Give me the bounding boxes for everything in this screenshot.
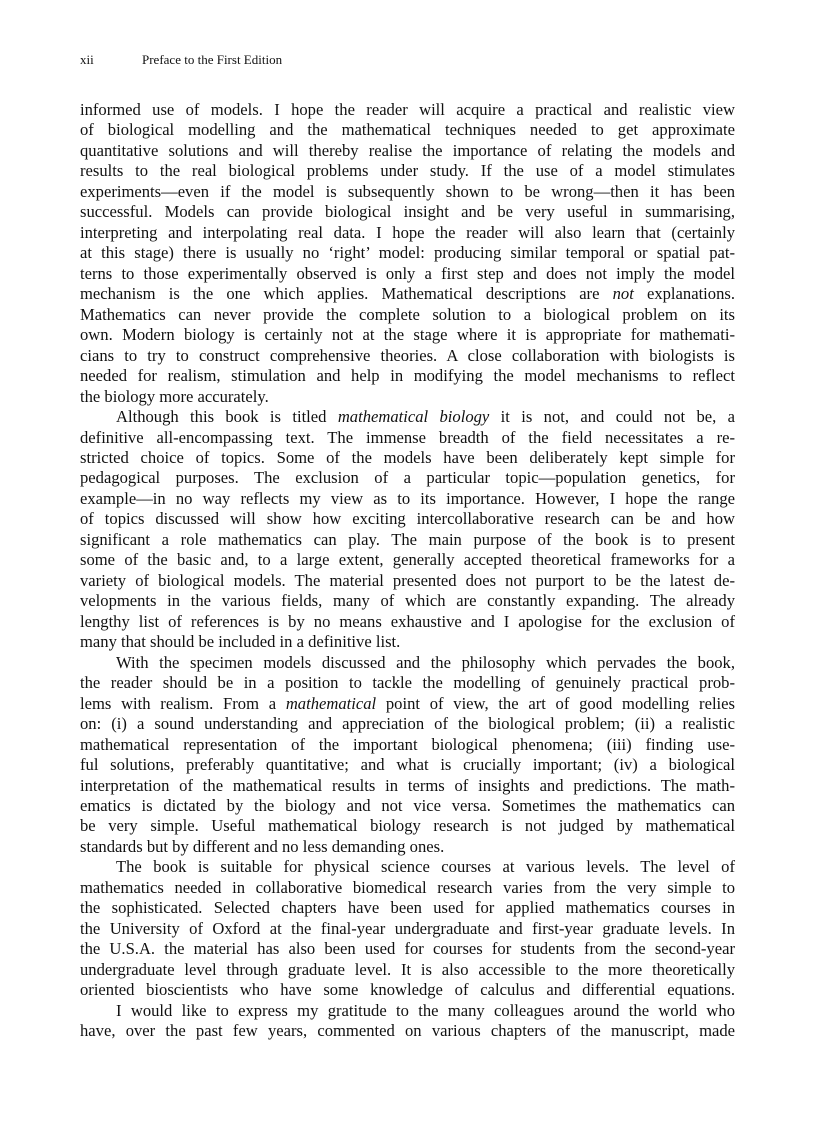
- text-line: example—in no way reflects my view as to its importance. However, I hope the range: [80, 488, 735, 508]
- text-line: results to the real biological problems under study. If the use of a model stimulates: [80, 161, 735, 181]
- text-line: cians to try to construct comprehensive theories. A close collaboration with biologists is: [80, 345, 735, 365]
- emphasis-text: mathematical: [285, 693, 377, 713]
- text-line: oriented bioscientists who have some knowledge of calculus and differential equations.: [80, 980, 735, 1000]
- text-line: I would like to express my gratitude to the many colleagues around the world who: [116, 1000, 735, 1020]
- text-line: the U.S.A. the material has also been used for courses for students from the second-year: [80, 939, 735, 959]
- text-line: mathematical representation of the important biological phenomena; (iii) finding use-: [80, 734, 735, 754]
- text-line: some of the basic and, to a large extent, generally accepted theoretical frameworks for a: [80, 550, 735, 570]
- text-line: interpretation of the mathematical results in terms of insights and predictions. The math-: [80, 775, 735, 795]
- text-line: [80, 694, 735, 714]
- text-line: successful. Models can provide biological insight and be very useful in summarising,: [80, 202, 735, 222]
- text-line: of biological modelling and the mathematical techniques needed to get approximate: [80, 120, 735, 140]
- emphasis-text: mathematical biology: [337, 407, 490, 427]
- text-line: the sophisticated. Selected chapters have been used for applied mathematics courses in: [80, 898, 735, 918]
- text-line: interpreting and interpolating real data. I hope the reader will also learn that (certainly: [80, 222, 735, 242]
- text-line: needed for realism, stimulation and help in modifying the model mechanisms to reflect: [80, 366, 735, 386]
- text-line: the biology more accurately.: [80, 386, 269, 406]
- text-segment: lems with realism. From a: [80, 693, 286, 713]
- text-line: mathematics needed in collaborative biomedical research varies from the very simple to: [80, 877, 735, 897]
- text-line: be very simple. Useful mathematical biology research is not judged by mathematical: [80, 816, 735, 836]
- text-line: velopments in the various fields, many of which are constantly expanding. The already: [80, 591, 735, 611]
- text-line: ful solutions, preferably quantitative; and what is crucially important; (iv) a biological: [80, 755, 735, 775]
- text-line: lengthy list of references is by no means exhaustive and I apologise for the exclusion of: [80, 611, 735, 631]
- text-line: ematics is dictated by the biology and not vice versa. Sometimes the mathematics can: [80, 795, 735, 815]
- text-line: at this stage) there is usually no ‘right’ model: producing similar temporal or spatial pat-: [80, 243, 735, 263]
- text-line: have, over the past few years, commented on various chapters of the manuscript, made: [80, 1021, 735, 1041]
- text-line: Mathematics can never provide the complete solution to a biological problem on its: [80, 304, 735, 324]
- text-line: variety of biological models. The material presented does not purport to be the latest de-: [80, 570, 735, 590]
- text-line: With the specimen models discussed and the philosophy which pervades the book,: [116, 652, 735, 672]
- text-line: [80, 284, 735, 304]
- text-line: terns to those experimentally observed is only a first step and does not imply the model: [80, 263, 735, 283]
- text-line: significant a role mathematics can play. The main purpose of the book is to present: [80, 529, 735, 549]
- text-line: on: (i) a sound understanding and appreciation of the biological problem; (ii) a realistic: [80, 714, 735, 734]
- page-number: xii: [80, 52, 94, 67]
- text-line: experiments—even if the model is subsequently shown to be wrong—then it has been: [80, 181, 735, 201]
- text-line: the reader should be in a position to tackle the modelling of genuinely practical prob-: [80, 673, 735, 693]
- text-line: of topics discussed will show how exciting intercollaborative research can be and how: [80, 509, 735, 529]
- emphasis-text: not: [612, 284, 634, 304]
- text-line: [116, 407, 735, 427]
- text-line: The book is suitable for physical science courses at various levels. The level of: [116, 857, 735, 877]
- text-segment: explanations.: [633, 284, 735, 304]
- text-line: stricted choice of topics. Some of the models have been deliberately kept simple for: [80, 447, 735, 467]
- text-line: many that should be included in a definitive list.: [80, 632, 401, 652]
- text-segment: it is not, and could not be, a: [489, 407, 736, 427]
- text-line: standards but by different and no less demanding ones.: [80, 836, 445, 856]
- text-line: informed use of models. I hope the reader will acquire a practical and realistic view: [80, 100, 735, 119]
- text-line: quantitative solutions and will thereby realise the importance of relating the models and: [80, 140, 735, 160]
- text-segment: Although this book is titled: [116, 407, 338, 427]
- text-line: the University of Oxford at the final-year undergraduate and first-year graduate levels. In: [80, 918, 735, 938]
- text-segment: point of view, the art of good modelling relies: [376, 693, 735, 713]
- text-line: undergraduate level through graduate level. It is also accessible to the more theoretically: [80, 959, 735, 979]
- running-head: Preface to the First Edition: [142, 52, 283, 67]
- text-line: definitive all-encompassing text. The immense breadth of the field necessitates a re-: [80, 427, 735, 447]
- text-line: pedagogical purposes. The exclusion of a particular topic—population genetics, for: [80, 468, 735, 488]
- text-segment: mechanism is the one which applies. Mathematical descriptions are: [80, 284, 613, 304]
- text-line: own. Modern biology is certainly not at the stage where it is appropriate for mathemati-: [80, 325, 735, 345]
